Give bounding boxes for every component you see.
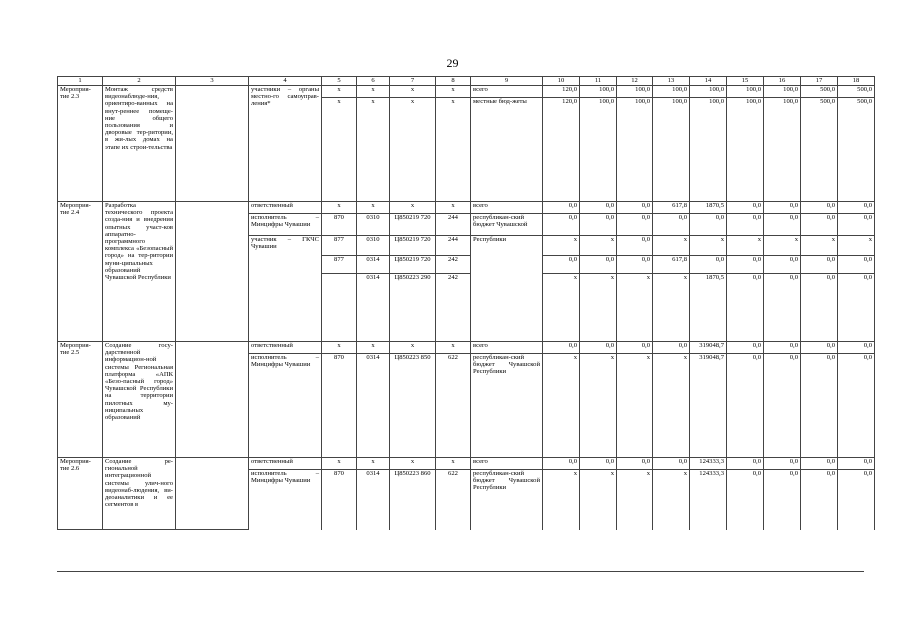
row-csr-cell: x — [390, 202, 436, 214]
row-grbs-cell: 870 — [322, 470, 357, 530]
column-number: 9 — [471, 77, 543, 86]
table-bottom-rule — [57, 571, 864, 572]
row-value-cell: 0,0 — [580, 458, 617, 470]
row-vr-cell: 242 — [436, 274, 471, 342]
row-value-cell: x — [838, 236, 875, 256]
row-executor-cell: ответственный — [249, 202, 322, 214]
row-grbs-cell: 877 — [322, 256, 357, 274]
row-value-cell: x — [617, 470, 653, 530]
row-rzpr-cell: 0310 — [357, 214, 390, 236]
row-grbs-cell: x — [322, 458, 357, 470]
row-value-cell: 0,0 — [764, 202, 801, 214]
row-value-cell: 0,0 — [801, 342, 838, 354]
row-rzpr-cell: x — [357, 202, 390, 214]
row-executor-cell: участник – ГКЧС Чувашии — [249, 236, 322, 342]
row-value-cell: 617,8 — [653, 202, 690, 214]
row-value-cell: x — [653, 236, 690, 256]
column-number: 10 — [543, 77, 580, 86]
row-value-cell: 100,0 — [617, 86, 653, 98]
column-number: 1 — [58, 77, 103, 86]
row-grbs-cell: x — [322, 98, 357, 202]
row-grbs-cell: x — [322, 86, 357, 98]
row-value-cell: x — [690, 236, 727, 256]
row-value-cell: 0,0 — [801, 458, 838, 470]
row-csr-cell: x — [390, 98, 436, 202]
row-value-cell: 0,0 — [543, 214, 580, 236]
row-value-cell: x — [580, 236, 617, 256]
row-csr-cell: Ц850223 290 — [390, 274, 436, 342]
row-rzpr-cell: x — [357, 86, 390, 98]
row-rzpr-cell: 0310 — [357, 236, 390, 256]
row-value-cell: 1870,5 — [690, 274, 727, 342]
row-value-cell: x — [653, 354, 690, 458]
column-number: 12 — [617, 77, 653, 86]
budget-table — [57, 76, 875, 530]
row-executor-cell: исполнитель – Минцифры Чувашии — [249, 354, 322, 458]
row-value-cell: x — [543, 274, 580, 342]
row-value-cell: 0,0 — [617, 458, 653, 470]
row-executor-cell: ответственный — [249, 342, 322, 354]
row-value-cell: 0,0 — [727, 214, 764, 236]
page-number: 29 — [446, 56, 459, 70]
table-row — [58, 342, 875, 354]
row-source-cell: республикан-ский бюджет Чувашской — [471, 214, 543, 236]
row-rzpr-cell: x — [357, 342, 390, 354]
row-value-cell: 0,0 — [801, 354, 838, 458]
row-source-cell: всего — [471, 86, 543, 98]
column-number: 17 — [801, 77, 838, 86]
row-csr-cell: Ц850219 720 — [390, 236, 436, 256]
row-value-cell: 0,0 — [764, 214, 801, 236]
row-executor-cell: ответственный — [249, 458, 322, 470]
column-number: 14 — [690, 77, 727, 86]
row-value-cell: x — [764, 236, 801, 256]
column-number: 8 — [436, 77, 471, 86]
row-source-cell: Республики — [471, 236, 543, 342]
column-number: 5 — [322, 77, 357, 86]
row-value-cell: 100,0 — [690, 86, 727, 98]
row-col3-cell — [176, 202, 249, 342]
row-rzpr-cell: 0314 — [357, 470, 390, 530]
column-number-row — [58, 77, 875, 86]
row-value-cell: x — [580, 470, 617, 530]
row-vr-cell: 622 — [436, 470, 471, 530]
row-value-cell: 0,0 — [838, 256, 875, 274]
column-number: 2 — [103, 77, 176, 86]
row-rzpr-cell: 0314 — [357, 354, 390, 458]
row-value-cell: 0,0 — [838, 470, 875, 530]
row-value-cell: x — [543, 470, 580, 530]
row-csr-cell: Ц850219 720 — [390, 256, 436, 274]
row-value-cell: 0,0 — [617, 202, 653, 214]
row-rzpr-cell: x — [357, 458, 390, 470]
row-value-cell: 0,0 — [764, 470, 801, 530]
row-value-cell: 0,0 — [617, 256, 653, 274]
row-value-cell: 0,0 — [838, 342, 875, 354]
row-value-cell: 0,0 — [690, 256, 727, 274]
row-value-cell: 124333,3 — [690, 458, 727, 470]
row-value-cell: 0,0 — [764, 274, 801, 342]
row-value-cell: 0,0 — [617, 236, 653, 256]
row-name-cell: Создание госу-дарственной информацион-ной системы Региональная платформа «АПК «Безо-пасный город» Чувашской Республики на территории пилотных му-ниципальных образований — [103, 342, 176, 458]
row-value-cell: 100,0 — [617, 98, 653, 202]
row-csr-cell: x — [390, 342, 436, 354]
table-body — [58, 86, 875, 530]
row-value-cell: 0,0 — [653, 458, 690, 470]
column-number: 15 — [727, 77, 764, 86]
row-name-cell: Разработка технического проекта созда-ния и внедрения опытных участ-ков аппаратно-программного комплекса «Безопасный город» на тер-ритории муни-ципальных образований Чувашской Республики — [103, 202, 176, 342]
table-row — [58, 202, 875, 214]
row-value-cell: 0,0 — [764, 342, 801, 354]
row-value-cell: 0,0 — [653, 342, 690, 354]
row-value-cell: 120,0 — [543, 86, 580, 98]
row-value-cell: 0,0 — [764, 256, 801, 274]
row-value-cell: 120,0 — [543, 98, 580, 202]
row-value-cell: 0,0 — [727, 342, 764, 354]
row-value-cell: 319048,7 — [690, 354, 727, 458]
row-value-cell: 0,0 — [543, 458, 580, 470]
row-col3-cell — [176, 458, 249, 530]
row-grbs-cell: 877 — [322, 236, 357, 256]
row-csr-cell: Ц850223 850 — [390, 354, 436, 458]
row-value-cell: 319048,7 — [690, 342, 727, 354]
row-vr-cell: x — [436, 342, 471, 354]
row-value-cell: 100,0 — [690, 98, 727, 202]
row-value-cell: 0,0 — [543, 256, 580, 274]
column-number: 3 — [176, 77, 249, 86]
row-value-cell: x — [543, 236, 580, 256]
row-value-cell: x — [617, 354, 653, 458]
row-vr-cell: 244 — [436, 236, 471, 256]
row-value-cell: 0,0 — [580, 342, 617, 354]
column-number: 11 — [580, 77, 617, 86]
row-col3-cell — [176, 86, 249, 202]
row-value-cell: x — [727, 236, 764, 256]
row-vr-cell: 622 — [436, 354, 471, 458]
row-value-cell: 0,0 — [580, 202, 617, 214]
row-value-cell: 0,0 — [653, 214, 690, 236]
row-value-cell: 0,0 — [727, 274, 764, 342]
row-col3-cell — [176, 342, 249, 458]
row-grbs-cell: x — [322, 342, 357, 354]
row-value-cell: 0,0 — [690, 214, 727, 236]
row-value-cell: 0,0 — [727, 256, 764, 274]
row-source-cell: всего — [471, 458, 543, 470]
row-value-cell: 0,0 — [543, 342, 580, 354]
row-value-cell: 0,0 — [727, 202, 764, 214]
row-executor-cell: исполнитель – Минцифры Чувашии — [249, 470, 322, 530]
row-value-cell: 0,0 — [764, 354, 801, 458]
row-value-cell: 0,0 — [801, 256, 838, 274]
table-row — [58, 458, 875, 470]
row-value-cell: 100,0 — [653, 86, 690, 98]
row-name-cell: Монтаж средств видеонаблюде-ния, ориентиро-ванных на внут-реннее помеще-ние общего пользования и дворовые тер-ритории, в жи-лых домах на этапе их строи-тельства — [103, 86, 176, 202]
row-value-cell: 0,0 — [580, 214, 617, 236]
row-value-cell: 100,0 — [727, 98, 764, 202]
column-number: 6 — [357, 77, 390, 86]
row-value-cell: 0,0 — [838, 354, 875, 458]
row-value-cell: 0,0 — [764, 458, 801, 470]
row-value-cell: 0,0 — [838, 458, 875, 470]
row-value-cell: 0,0 — [838, 214, 875, 236]
row-event-cell: Мероприя-тие 2.5 — [58, 342, 103, 458]
row-value-cell: 0,0 — [617, 214, 653, 236]
row-value-cell: 500,0 — [801, 86, 838, 98]
row-rzpr-cell: 0314 — [357, 256, 390, 274]
row-value-cell: 100,0 — [580, 86, 617, 98]
row-grbs-cell: 870 — [322, 214, 357, 236]
row-vr-cell: x — [436, 86, 471, 98]
row-value-cell: 0,0 — [580, 256, 617, 274]
row-vr-cell: 244 — [436, 214, 471, 236]
column-number: 4 — [249, 77, 322, 86]
row-executor-cell: участники – органы местно-го самоупрaв-ления* — [249, 86, 322, 202]
row-value-cell: x — [580, 274, 617, 342]
row-grbs-cell: 870 — [322, 354, 357, 458]
row-value-cell: 100,0 — [764, 98, 801, 202]
row-value-cell: 0,0 — [727, 470, 764, 530]
row-value-cell: 124333,3 — [690, 470, 727, 530]
row-value-cell: 0,0 — [727, 354, 764, 458]
row-vr-cell: 242 — [436, 256, 471, 274]
row-executor-cell: исполнитель – Минцифры Чувашии — [249, 214, 322, 236]
row-value-cell: 0,0 — [543, 202, 580, 214]
row-source-cell: всего — [471, 202, 543, 214]
row-value-cell: 1870,5 — [690, 202, 727, 214]
row-csr-cell: Ц850219 720 — [390, 214, 436, 236]
row-value-cell: 0,0 — [801, 214, 838, 236]
row-csr-cell: Ц850223 860 — [390, 470, 436, 530]
row-event-cell: Мероприя-тие 2.3 — [58, 86, 103, 202]
row-value-cell: x — [617, 274, 653, 342]
row-value-cell: 100,0 — [653, 98, 690, 202]
row-name-cell: Создание ре-гиональной интеграционной системы улич-ного видеонаб-людения, ви-деоаналитики и ее сегментов в — [103, 458, 176, 530]
row-value-cell: x — [653, 470, 690, 530]
row-source-cell: всего — [471, 342, 543, 354]
row-value-cell: 0,0 — [838, 274, 875, 342]
column-number: 7 — [390, 77, 436, 86]
row-value-cell: x — [653, 274, 690, 342]
row-event-cell: Мероприя-тие 2.6 — [58, 458, 103, 530]
row-source-cell: республикан-ский бюджет Чувашской Республики — [471, 470, 543, 530]
row-value-cell: 617,8 — [653, 256, 690, 274]
row-value-cell: 100,0 — [764, 86, 801, 98]
row-csr-cell: x — [390, 86, 436, 98]
column-number: 16 — [764, 77, 801, 86]
row-value-cell: 500,0 — [801, 98, 838, 202]
row-vr-cell: x — [436, 98, 471, 202]
row-source-cell: республикан-ский бюджет Чувашской Республики — [471, 354, 543, 458]
row-value-cell: 500,0 — [838, 86, 875, 98]
table-row — [58, 86, 875, 98]
row-grbs-cell: x — [322, 202, 357, 214]
row-rzpr-cell: 0314 — [357, 274, 390, 342]
row-value-cell: x — [801, 236, 838, 256]
row-event-cell: Мероприя-тие 2.4 — [58, 202, 103, 342]
row-vr-cell: x — [436, 458, 471, 470]
row-value-cell: 0,0 — [617, 342, 653, 354]
row-value-cell: 0,0 — [727, 458, 764, 470]
row-rzpr-cell: x — [357, 98, 390, 202]
row-value-cell: 0,0 — [801, 274, 838, 342]
row-grbs-cell — [322, 274, 357, 342]
column-number: 13 — [653, 77, 690, 86]
column-number: 18 — [838, 77, 875, 86]
row-value-cell: 500,0 — [838, 98, 875, 202]
row-value-cell: 0,0 — [838, 202, 875, 214]
row-vr-cell: x — [436, 202, 471, 214]
row-value-cell: x — [543, 354, 580, 458]
row-value-cell: 100,0 — [727, 86, 764, 98]
row-value-cell: x — [580, 354, 617, 458]
row-value-cell: 0,0 — [801, 202, 838, 214]
row-value-cell: 100,0 — [580, 98, 617, 202]
row-csr-cell: x — [390, 458, 436, 470]
row-value-cell: 0,0 — [801, 470, 838, 530]
row-source-cell: местные бюд-жеты — [471, 98, 543, 202]
